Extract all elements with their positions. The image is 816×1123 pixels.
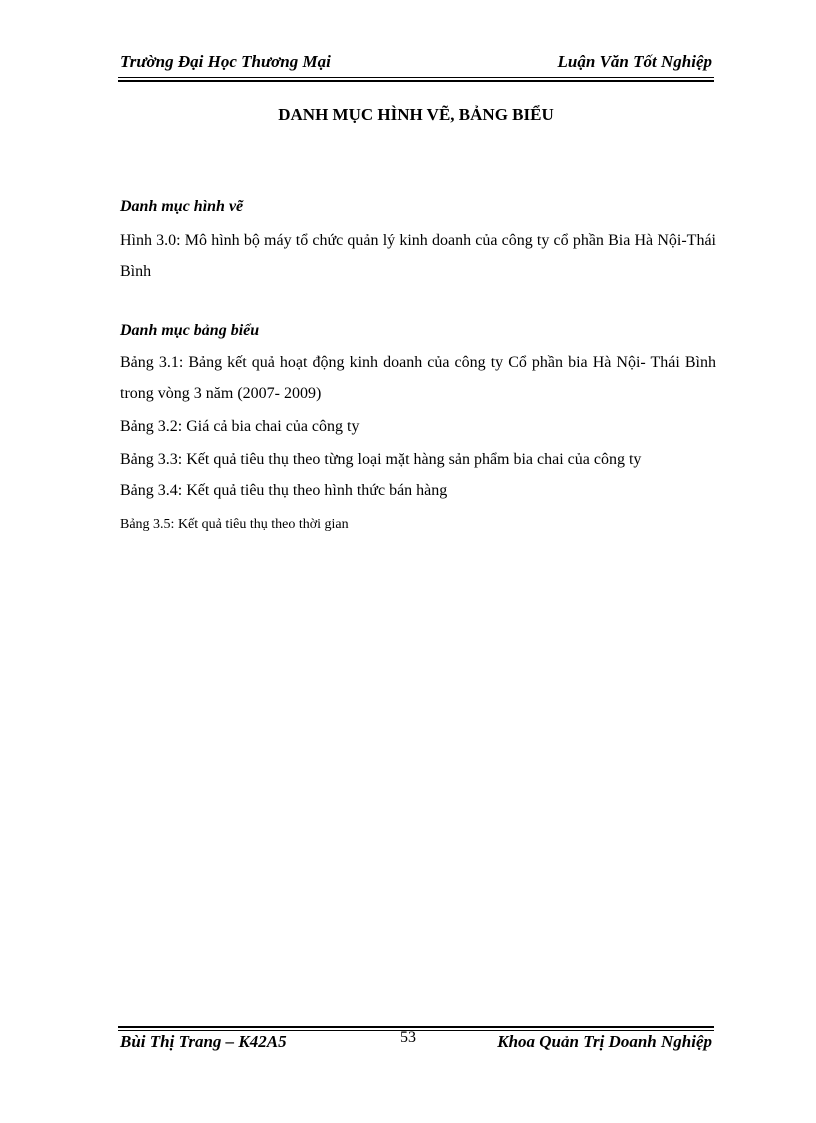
header-university: Trường Đại Học Thương Mại bbox=[120, 52, 331, 71]
page-number: 53 bbox=[400, 1029, 416, 1046]
table-entry: Bảng 3.5: Kết quả tiêu thụ theo thời gian bbox=[120, 517, 349, 532]
figure-entry: Hình 3.0: Mô hình bộ máy tổ chức quản lý kinh doanh của công ty cổ phần Bia Hà Nội-Thái Bình bbox=[120, 232, 716, 280]
figures-heading: Danh mục hình vẽ bbox=[120, 198, 244, 215]
header-thesis-label: Luận Văn Tốt Nghiệp bbox=[557, 52, 712, 71]
footer-divider bbox=[118, 1030, 714, 1031]
page-title: DANH MỤC HÌNH VẼ, BẢNG BIỂU bbox=[278, 105, 554, 124]
table-entry: Bảng 3.1: Bảng kết quả hoạt động kinh doanh của công ty Cổ phần bia Hà Nội- Thái Bình trong vòng 3 năm (2007- 2009) bbox=[120, 354, 716, 402]
header-divider-thick bbox=[118, 80, 714, 82]
header-divider bbox=[118, 77, 714, 78]
footer-faculty: Khoa Quản Trị Doanh Nghiệp bbox=[497, 1032, 712, 1051]
table-entry: Bảng 3.3: Kết quả tiêu thụ theo từng loại mặt hàng sản phẩm bia chai của công ty bbox=[120, 451, 642, 468]
table-entry: Bảng 3.4: Kết quả tiêu thụ theo hình thức bán hàng bbox=[120, 482, 448, 499]
footer-divider-thick bbox=[118, 1026, 714, 1028]
table-entry: Bảng 3.2: Giá cả bia chai của công ty bbox=[120, 418, 360, 435]
tables-heading: Danh mục bảng biểu bbox=[120, 322, 260, 339]
footer-author: Bùi Thị Trang – K42A5 bbox=[120, 1032, 287, 1051]
